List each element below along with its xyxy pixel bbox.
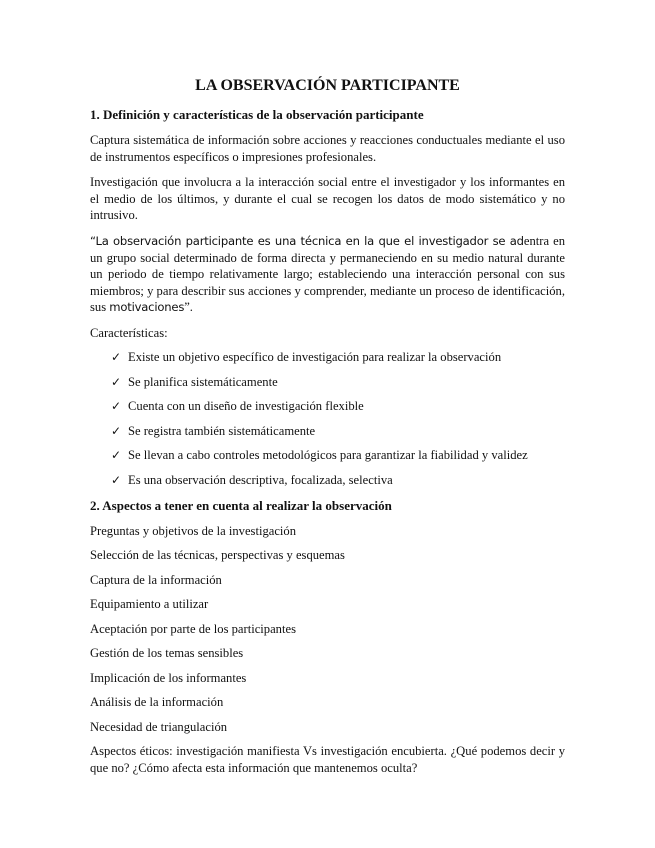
- check-icon: ✓: [111, 374, 122, 389]
- list-item-text: Se registra también sistemáticamente: [128, 423, 316, 438]
- list-item: [111, 349, 565, 365]
- characteristics-list: [90, 349, 565, 488]
- list-item-text: Existe un objetivo específico de investigación para realizar la observación: [128, 349, 502, 364]
- check-icon: ✓: [111, 399, 122, 414]
- list-item-text: Es una observación descriptiva, focalizada, selectiva: [128, 472, 393, 487]
- aspect-item: Aceptación por parte de los participantes: [90, 621, 296, 636]
- list-item-text: Se llevan a cabo controles metodológicos para garantizar la fiabilidad y validez: [128, 448, 528, 463]
- check-icon: ✓: [111, 349, 122, 364]
- list-item: [111, 398, 565, 414]
- aspect-item: Captura de la información: [90, 572, 222, 587]
- check-icon: ✓: [111, 423, 122, 438]
- aspect-item: Gestión de los temas sensibles: [90, 646, 244, 660]
- list-item-text: Se planifica sistemáticamente: [128, 374, 278, 389]
- check-icon: ✓: [111, 472, 122, 487]
- quote-close-text: ”.: [184, 300, 193, 315]
- quote-start-text: “La observación participante es una técnica en la que el investigador se ad: [90, 233, 524, 248]
- aspect-item: Implicación de los informantes: [90, 670, 247, 685]
- section-1-heading: 1. Definición y características de la observación participante: [90, 107, 424, 122]
- list-item: [111, 374, 565, 390]
- list-item: [111, 472, 565, 488]
- aspect-item: Necesidad de triangulación: [90, 719, 228, 734]
- aspect-item: Análisis de la información: [90, 695, 224, 709]
- aspect-item: Selección de las técnicas, perspectivas y esquemas: [90, 548, 345, 562]
- list-item-text: Cuenta con un diseño de investigación flexible: [128, 399, 364, 414]
- characteristics-label: Características:: [90, 325, 168, 340]
- list-item: [111, 423, 565, 439]
- definition-quote: [90, 233, 565, 316]
- page-title: LA OBSERVACIÓN PARTICIPANTE: [195, 77, 460, 94]
- definition-paragraph-2: Investigación que involucra a la interacción social entre el investigador y los informantes en el medio de los últimos, y durante el cual se recogen los datos de modo sistemático y no intrusivo.: [90, 175, 565, 223]
- ethics-paragraph: Aspectos éticos: investigación manifiesta Vs investigación encubierta. ¿Qué podemos decir y que no? ¿Cómo afecta esta información que mantenemos oculta?: [90, 744, 565, 775]
- check-icon: ✓: [111, 448, 122, 463]
- list-item: [111, 447, 565, 463]
- aspect-item: Equipamiento a utilizar: [90, 597, 209, 611]
- section-2-heading: 2. Aspectos a tener en cuenta al realizar la observación: [90, 497, 392, 513]
- aspect-item: Preguntas y objetivos de la investigación: [90, 523, 297, 538]
- quote-middle-text: entra en un grupo social determinado de forma directa y permaneciendo en su medio natural durante un periodo de tiempo relativamente largo; estableciendo una interacción personal con sus miembros; y para describir sus acciones y comprender, mediante un proceso de identificación, sus: [90, 233, 565, 315]
- definition-paragraph-1: Captura sistemática de información sobre acciones y reacciones conductuales mediante el uso de instrumentos específicos o impresiones profesionales.: [90, 133, 565, 164]
- quote-end-text: motivaciones: [109, 300, 185, 315]
